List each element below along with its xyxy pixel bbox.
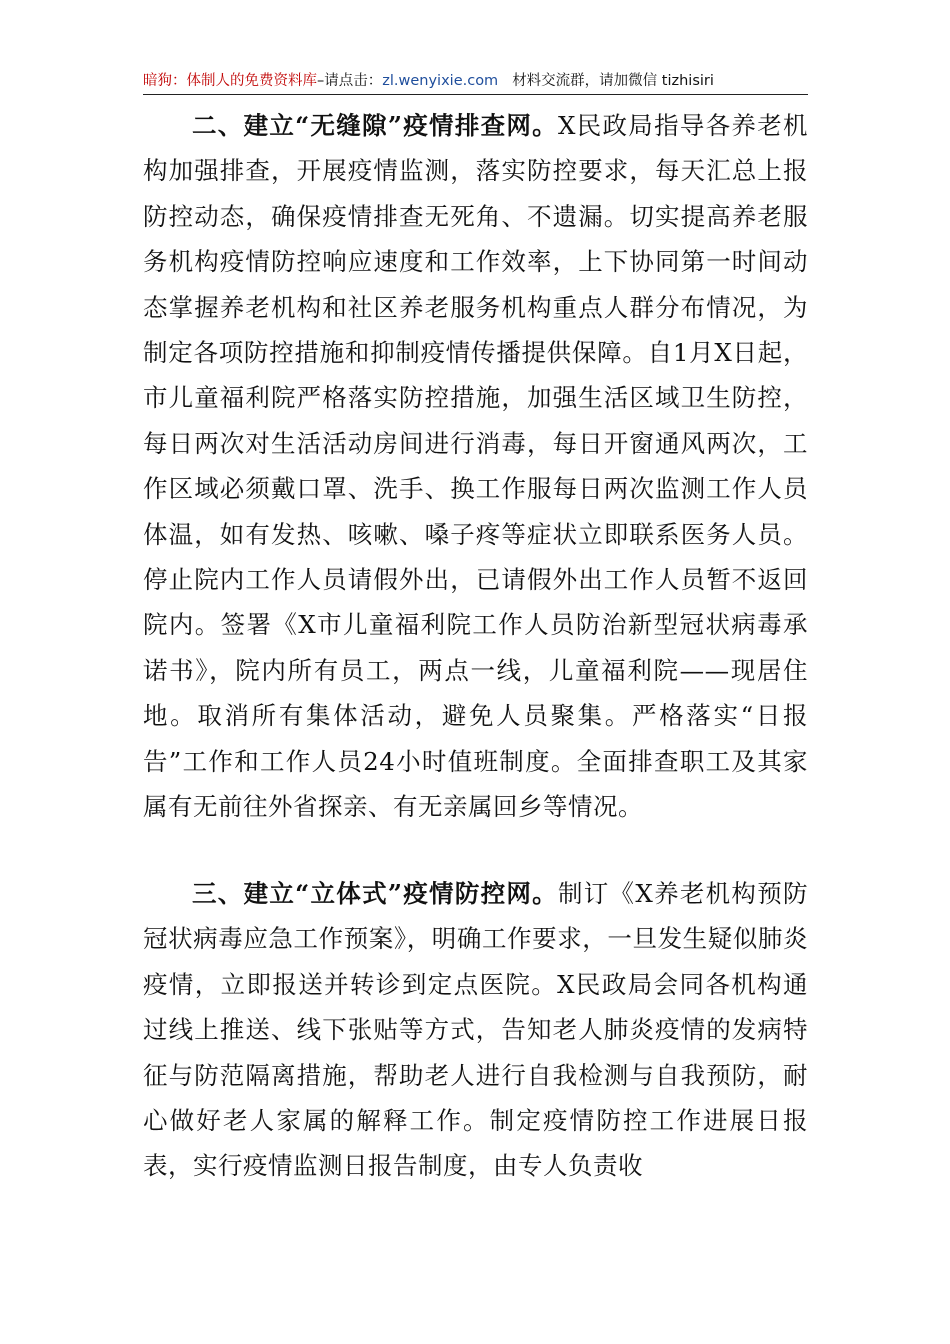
header-contact: 材料交流群，请加微信 tizhisiri [512,73,714,89]
section-paragraph-2 [143,103,808,830]
header-brand: 暗狗：体制人的免费资料库 [143,73,317,89]
header-link[interactable]: zl.wenyixie.com [382,73,499,89]
section-paragraph-3 [143,871,808,1189]
page-header [143,70,808,92]
header-divider [143,94,808,95]
section-body-3: 制订《X养老机构预防冠状病毒应急工作预案》，明确工作要求，一旦发生疑似肺炎疫情，立即报送并转诊到定点医院。X民政局会同各机构通过线上推送、线下张贴等方式，告知老人肺炎疫情的发病特征与防范隔离措施，帮助老人进行自我检测与自我预防，耐心做好老人家属的解释工作。制定疫情防控工作进展日报表，实行疫情监测日报告制度，由专人负责收 [143,879,808,1181]
section-heading-3: 三、建立“立体式”疫情防控网。 [192,879,558,908]
header-prompt: –请点击： [317,73,383,89]
section-body-2: X民政局指导各养老机构加强排查，开展疫情监测，落实防控要求，每天汇总上报防控动态，确保疫情排查无死角、不遗漏。切实提高养老服务机构疫情防控响应速度和工作效率，上下协同第一时间动态掌握养老机构和社区养老服务机构重点人群分布情况，为制定各项防控措施和抑制疫情传播提供保障。自1月X日起，市儿童福利院严格落实防控措施，加强生活区域卫生防控，每日两次对生活活动房间进行消毒，每日开窗通风两次，工作区域必须戴口罩、洗手、换工作服每日两次监测工作人员体温，如有发热、咳嗽、嗓子疼等症状立即联系医务人员。停止院内工作人员请假外出，已请假外出工作人员暂不返回院内。签署《X市儿童福利院工作人员防治新型冠状病毒承诺书》，院内所有员工，两点一线，儿童福利院——现居住地。取消所有集体活动，避免人员聚集。严格落实“日报告”工作和工作人员24小时值班制度。全面排查职工及其家属有无前往外省探亲、有无亲属回乡等情况。 [143,111,808,822]
section-heading-2: 二、建立“无缝隙”疫情排查网。 [192,111,558,140]
